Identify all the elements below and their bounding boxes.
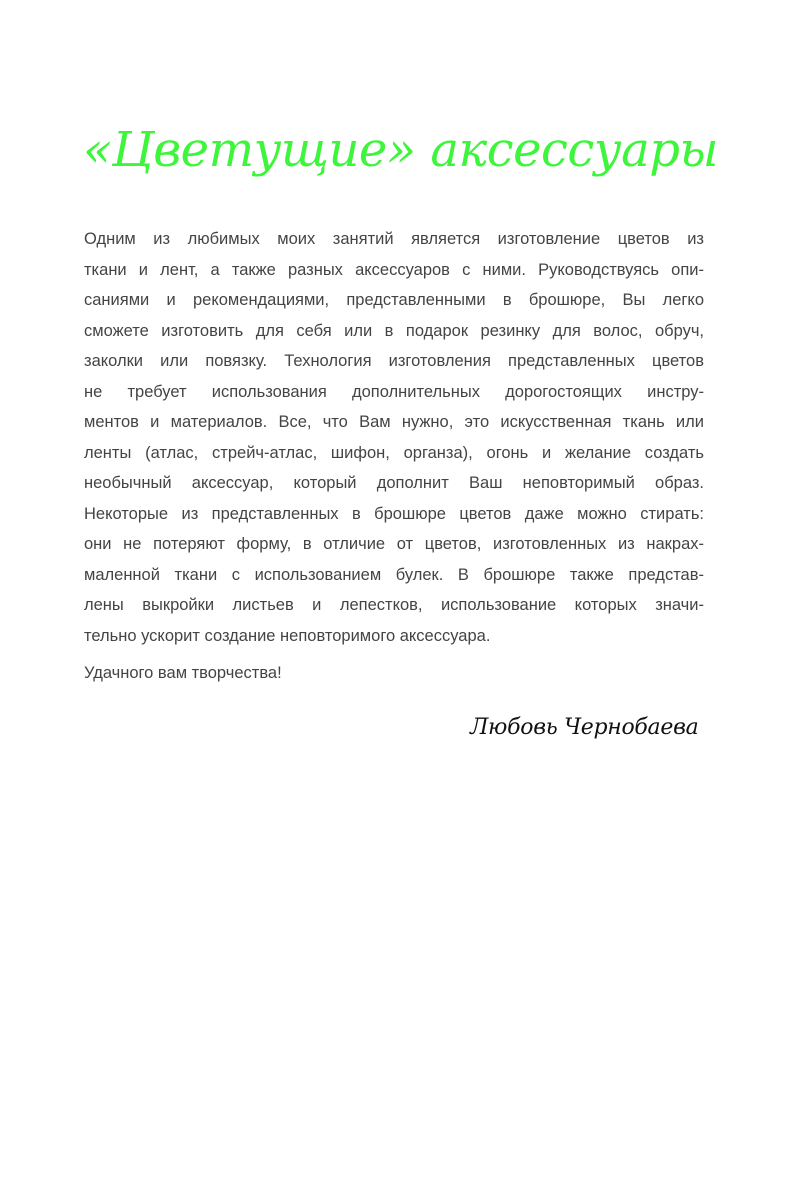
paragraph-line: ленты (атлас, стрейч-атлас, шифон, органза), огонь и желание создать (84, 443, 704, 462)
paragraph-line: саниями и рекомендациями, представленными в брошюре, Вы легко (84, 291, 704, 309)
paragraph-line: тельно ускорит создание неповторимого аксессуара. (84, 626, 491, 645)
paragraph-line: маленной ткани с использованием булек. В брошюре также представ- (84, 565, 704, 584)
paragraph-line: Одним из любимых моих занятий является изготовление цветов из (84, 230, 704, 248)
intro-paragraph (84, 224, 704, 651)
closing-line: Удачного вам творчества! (84, 664, 282, 682)
page-title: «Цветущие» аксессуары (83, 122, 719, 178)
paragraph-line: лены выкройки листьев и лепестков, использование которых значи- (84, 596, 704, 614)
paragraph-line: не требует использования дополнительных дорогостоящих инстру- (84, 382, 704, 401)
paragraph-line: они не потеряют форму, в отличие от цветов, изготовленных из накрах- (84, 535, 704, 553)
paragraph-line: ментов и материалов. Все, что Вам нужно, это искусственная ткань или (84, 413, 704, 431)
author-signature: Любовь Чернобаева (470, 715, 699, 740)
paragraph-line: Некоторые из представленных в брошюре цветов даже можно стирать: (84, 504, 704, 523)
paragraph-line: сможете изготовить для себя или в подарок резинку для волос, обруч, (84, 321, 704, 340)
paragraph-line: ткани и лент, а также разных аксессуаров с ними. Руководствуясь опи- (84, 260, 704, 279)
paragraph-line: необычный аксессуар, который дополнит Ваш неповторимый образ. (84, 474, 704, 492)
paragraph-line: заколки или повязку. Технология изготовления представленных цветов (84, 352, 704, 370)
